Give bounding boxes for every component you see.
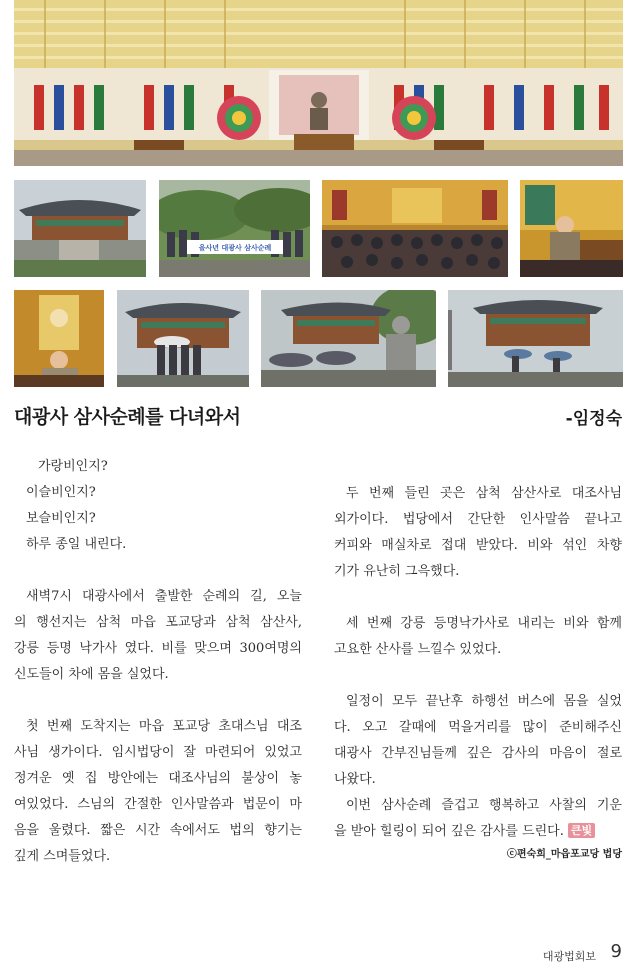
text-line-content: 신도들이 차에 몸을 실었다. <box>14 667 169 682</box>
text-line <box>14 610 302 636</box>
text-line-content: 을 받아 힐링이 되어 깊은 감사를 드린다. <box>334 824 564 839</box>
text-line <box>334 715 622 741</box>
monk-at-altar-photo <box>520 180 623 277</box>
text-line <box>334 481 622 507</box>
text-line-content: 고요한 산사를 느낄수 있었다. <box>334 642 502 657</box>
text-line <box>14 506 302 532</box>
text-line-content: 정겨운 옛 집 방안에는 대조사님의 불상이 놓 <box>14 771 302 786</box>
article-author: -임정숙 <box>565 409 622 429</box>
text-line-content: 의 행선지는 삼척 마읍 포교당과 삼척 삼산사, <box>14 615 302 630</box>
text-line-content: 기가 유난히 그윽했다. <box>334 564 460 579</box>
text-line <box>14 818 302 844</box>
text-line-content: 커피와 매실차로 접대 받았다. 비와 섞인 차향 <box>334 538 622 553</box>
text-line-content: 음을 울렸다. 짧은 시간 속에서도 법의 향기는 <box>14 823 302 838</box>
photo-credit: ⓒ편숙희_마읍포교당 법당 <box>506 849 622 860</box>
text-line <box>14 480 302 506</box>
paragraph-gap <box>334 585 622 611</box>
text-line <box>14 740 302 766</box>
text-line-content: 새벽7시 대광사에서 출발한 순례의 길, 오늘 <box>26 589 302 604</box>
text-line <box>14 766 302 792</box>
text-line <box>14 636 302 662</box>
left-text-column <box>14 454 302 870</box>
text-line-content: 가랑비인지? <box>38 459 108 474</box>
page-number: 9 <box>610 941 622 962</box>
text-line-content: 두 번째 들린 곳은 삼척 삼산사로 대조사님 <box>346 486 622 501</box>
temple-courtyard-rain-photo <box>448 290 623 387</box>
banner-text: 을사년 대광사 삼사순례 <box>198 244 272 252</box>
text-line <box>334 533 622 559</box>
text-line <box>334 741 622 767</box>
text-line-content: 다. 오고 갈때에 먹을거리를 많이 준비해주신 <box>334 720 622 735</box>
text-line-content: 나왔다. <box>334 772 376 787</box>
text-line-content: 깊게 스며들었다. <box>14 849 111 864</box>
article-title: 대광사 삼사순례를 다녀와서 <box>14 406 241 428</box>
text-line <box>334 689 622 715</box>
text-line-content: 하루 종일 내린다. <box>26 537 127 552</box>
text-line-content: 보슬비인지? <box>26 511 96 526</box>
text-line <box>334 637 622 663</box>
text-line-content: 이번 삼사순례 즐겁고 행복하고 사찰의 기운 <box>346 798 622 813</box>
text-line <box>334 793 622 819</box>
signature-badge: 큰빛 <box>568 823 595 838</box>
text-line-content: 일정이 모두 끝난후 하행선 버스에 몸을 실었 <box>346 694 622 709</box>
paragraph-gap <box>14 558 302 584</box>
text-line <box>14 714 302 740</box>
text-line-content: 사님 생가이다. 임시법당이 잘 마련되어 있었고 <box>14 745 302 760</box>
text-line <box>14 532 302 558</box>
text-line <box>14 584 302 610</box>
text-line <box>334 559 622 585</box>
group-banner-photo <box>159 180 310 277</box>
text-line <box>334 767 622 793</box>
paragraph-gap <box>334 663 622 689</box>
text-line <box>14 662 302 688</box>
text-line <box>14 454 302 480</box>
text-line-content: 세 번째 강릉 등명낙가사로 내리는 비와 함께 <box>346 616 622 631</box>
text-line <box>14 792 302 818</box>
text-line-content: 이슬비인지? <box>26 485 96 500</box>
umbrella-group-temple-photo <box>117 290 249 387</box>
text-line-content: 외가이다. 법당에서 간단한 인사말씀 끝나고 <box>334 512 622 527</box>
text-line <box>14 844 302 870</box>
paragraph-gap <box>14 688 302 714</box>
text-line-content: 첫 번째 도착지는 마읍 포교당 초대스님 대조 <box>26 719 302 734</box>
text-line-content: 여있었다. 스님의 간절한 인사말씀과 법문이 마 <box>14 797 302 812</box>
temple-gate-photo <box>14 180 146 277</box>
stone-statue-rain-photo <box>261 290 436 387</box>
text-line-content: 대광사 간부진님들께 깊은 감사의 마음이 절로 <box>334 746 622 761</box>
dharma-hall-interior-photo <box>14 0 623 166</box>
hall-congregation-photo <box>322 180 508 277</box>
right-text-column <box>334 481 622 865</box>
monk-shrine-room-photo <box>14 290 104 387</box>
text-line <box>334 611 622 637</box>
text-line <box>334 819 622 845</box>
publication-name: 대광법회보 <box>542 950 596 963</box>
text-line <box>334 507 622 533</box>
text-line-content: 강릉 등명 낙가사 였다. 비를 맞으며 300여명의 <box>14 641 302 656</box>
